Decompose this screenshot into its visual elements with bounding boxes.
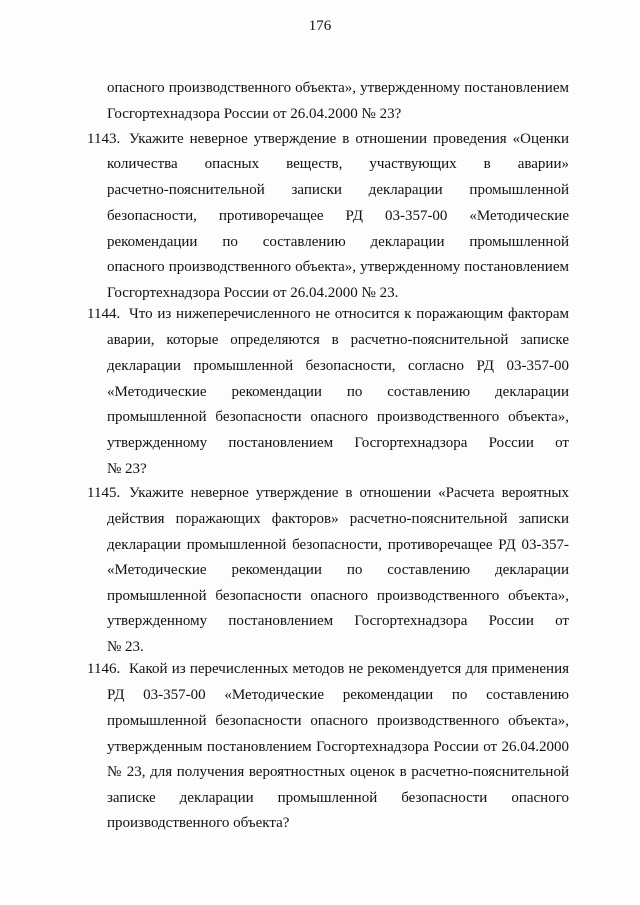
question-line: безопасности, противоречащее РД 03-357-00 «Методические (107, 208, 569, 224)
question-line: действия поражающих факторов» расчетно-пояснительной записки (107, 511, 569, 527)
question-line: аварии, которые определяются в расчетно-пояснительной записке (107, 332, 569, 348)
question-line: декларации промышленной безопасности, согласно РД 03-357-00 (107, 358, 569, 374)
question-line: Госгортехнадзора России от 26.04.2000 № 23. (107, 285, 399, 301)
question-line: № 23. (107, 639, 144, 655)
question-line: промышленной безопасности опасного производственного объекта», (107, 588, 569, 604)
question-line: РД 03-357-00 «Методические рекомендации по составлению (107, 687, 569, 703)
question-line: утвержденному постановлением Госгортехнадзора России от (107, 613, 569, 629)
question-number: 1143. (87, 131, 121, 147)
question-line: № 23, для получения вероятностных оценок в расчетно-пояснительной (107, 764, 569, 780)
page-number: 176 (308, 18, 332, 34)
intro-line: опасного производственного объекта», утвержденному постановлением (107, 80, 569, 96)
question-line: утвержденным постановлением Госгортехнадзора России от 26.04.2000 (107, 739, 569, 755)
question-line: количества опасных веществ, участвующих в аварии» (107, 156, 569, 172)
question-line: «Методические рекомендации по составлению декларации (107, 384, 569, 400)
question-number: 1145. (87, 485, 121, 501)
question-number: 1146. (87, 661, 121, 677)
intro-line: Госгортехнадзора России от 26.04.2000 № 23? (107, 106, 402, 122)
question-line: «Методические рекомендации по составлению декларации (107, 562, 569, 578)
question-line: расчетно-пояснительной записки декларации промышленной (107, 182, 569, 198)
question-line: Укажите неверное утверждение в отношении «Расчета вероятных (129, 485, 569, 501)
question-line: декларации промышленной безопасности, противоречащее РД 03-357- (107, 537, 569, 553)
question-line: производственного объекта? (107, 815, 290, 831)
question-line: промышленной безопасности опасного производственного объекта», (107, 409, 569, 425)
question-line: Что из нижеперечисленного не относится к поражающим факторам (129, 306, 569, 322)
question-line: Какой из перечисленных методов не рекомендуется для применения (129, 661, 569, 677)
question-line: Укажите неверное утверждение в отношении проведения «Оценки (129, 131, 569, 147)
question-line: утвержденному постановлением Госгортехнадзора России от (107, 435, 569, 451)
question-line: записке декларации промышленной безопасности опасного (107, 790, 569, 806)
question-number: 1144. (87, 306, 121, 322)
question-line: № 23? (107, 461, 147, 477)
question-line: рекомендации по составлению декларации промышленной (107, 234, 569, 250)
question-line: опасного производственного объекта», утвержденному постановлением (107, 259, 569, 275)
question-line: промышленной безопасности опасного производственного объекта», (107, 713, 569, 729)
